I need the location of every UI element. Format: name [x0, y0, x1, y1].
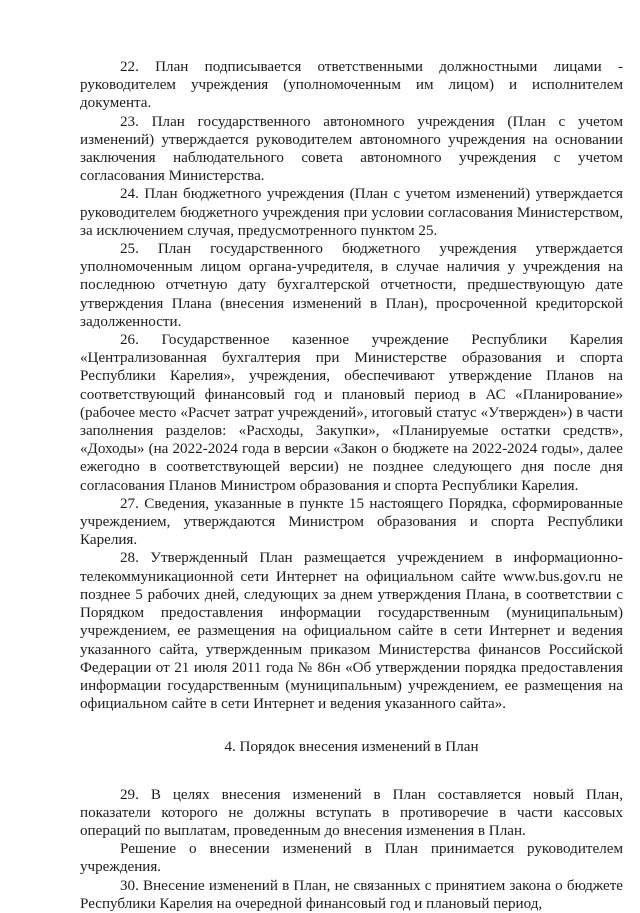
paragraph-26: 26. Государственное казенное учреждение Республики Карелия «Централизованная бухгалтерия при Министерстве образования и спорта Республики Карелия», учреждения, обеспечивают утверждение Планов на соответствующий финансовый год и плановый период в АС «Планирование» (рабочее место «Расчет затрат учреждений», итоговый статус «Утвержден») в части заполнения разделов: «Расходы, Закупки», «Планируемые остатки средств», «Доходы» (на 2022-2024 года в версии «Закон о бюджете на 2022-2024 годы», далее ежегодно в соответствующей версии) не позднее следующего дня после дня согласования Планов Министром образования и спорта Республики Карелия. — [80, 332, 623, 494]
section-heading: 4. Порядок внесения изменений в План — [224, 739, 479, 756]
document-page — [80, 58, 623, 913]
paragraph-23: 23. План государственного автономного учреждения (План с учетом изменений) утверждается руководителем автономного учреждения на основании заключения наблюдательного совета автономного учреждения с учетом согласования Министерства. — [80, 113, 623, 185]
paragraph-28: 28. Утвержденный План размещается учреждением в информационно-телекоммуникационной сети Интернет на официальном сайте www.bus.gov.ru не позднее 5 рабочих дней, следующих за днем утверждения Плана, в соответствии с Порядком предоставления информации государственным (муниципальным) учреждением, ее размещения на официальном сайте в сети Интернет и ведения указанного сайта, утвержденным приказом Министерства финансов Российской Федерации от 21 июля 2011 года № 86н «Об утверждении порядка предоставления информации государственным (муниципальным) учреждением, ее размещения на официальном сайте в сети Интернет и ведения указанного сайта». — [80, 550, 623, 713]
paragraph-25: 25. План государственного бюджетного учреждения утверждается уполномоченным лицом органа-учредителя, в случае наличия у учреждения на последнюю отчетную дату бухгалтерской отчетности, предшествующую дате утверждения Плана (внесения изменений в План), просроченной кредиторской задолженности. — [80, 241, 623, 330]
paragraph-22: 22. План подписывается ответственными должностными лицами - руководителем учреждения (уполномоченным им лицом) и исполнителем документа. — [80, 59, 623, 112]
paragraph-29: 29. В целях внесения изменений в План составляется новый План, показатели которого не должны вступать в противоречие в части кассовых операций по выплатам, проведенным до внесения изменения в План. — [80, 786, 623, 839]
paragraph-decision: Решение о внесении изменений в План принимается руководителем учреждения. — [80, 841, 623, 876]
paragraph-30: 30. Внесение изменений в План, не связанных с принятием закона о бюджете Республики Карелия на очередной финансовый год и плановый период, — [80, 877, 623, 912]
paragraph-24: 24. План бюджетного учреждения (План с учетом изменений) утверждается руководителем бюджетного учреждения при условии согласования Министерством, за исключением случая, предусмотренного пунктом 25. — [80, 186, 623, 239]
paragraph-27: 27. Сведения, указанные в пункте 15 настоящего Порядка, сформированные учреждением, утверждаются Министром образования и спорта Республики Карелия. — [80, 495, 623, 549]
